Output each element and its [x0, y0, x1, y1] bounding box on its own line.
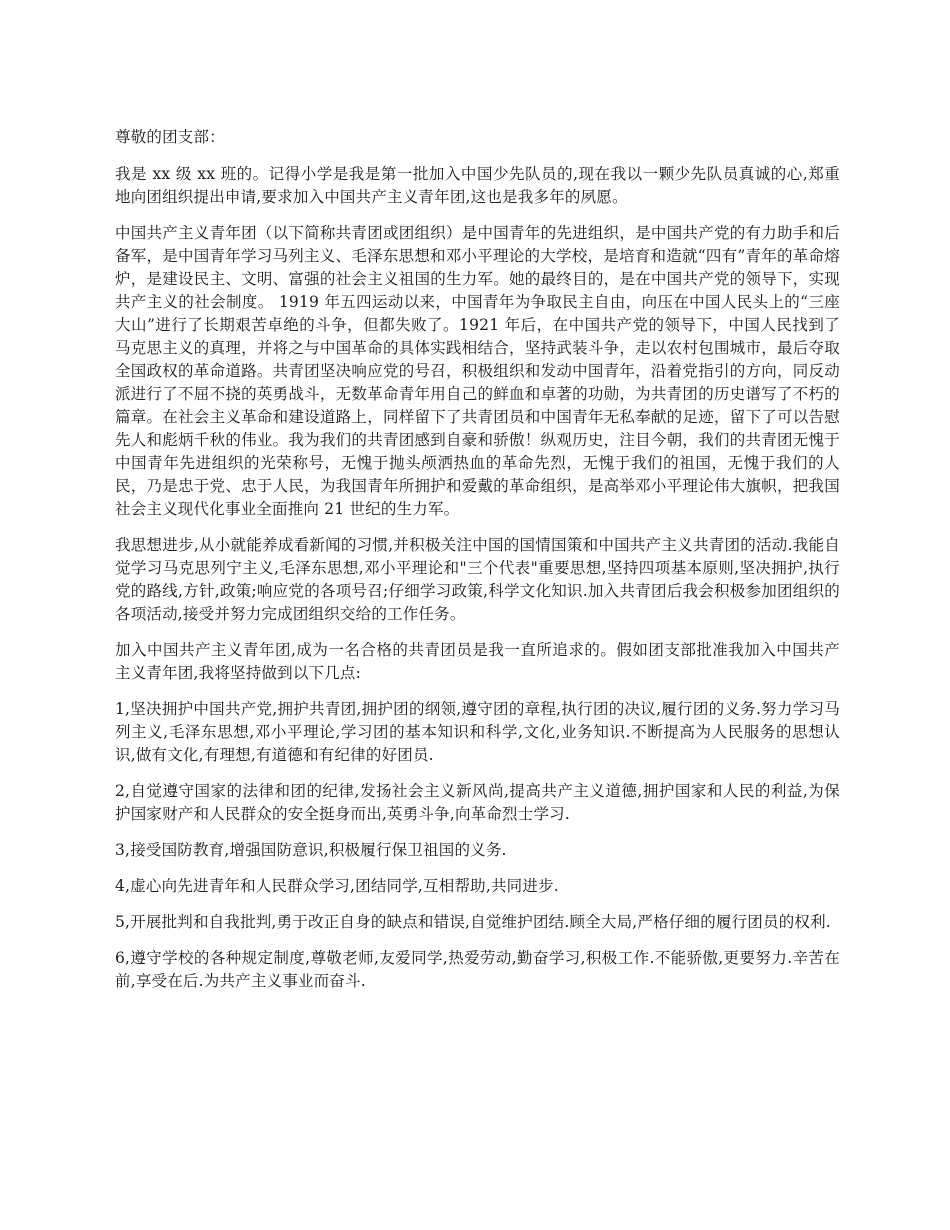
- commitment-item-5: 5,开展批判和自我批判,勇于改正自身的缺点和错误,自觉维护团结.顾全大局,严格仔细的履行团员的权利.: [115, 913, 831, 931]
- document-body: [115, 126, 840, 1006]
- paragraph-league-history: 中国共产主义青年团（以下简称共青团或团组织）是中国青年的先进组织，是中国共产党的有力助手和后备军，是中国青年学习马列主义、毛泽东思想和邓小平理论的大学校，是培育和造就“四有”青年的革命熔炉，是建设民主、文明、富强的社会主义祖国的生力军。她的最终目的，是在中国共产党的领导下，实现共产主义的社会制度。 1919 年五四运动以来，中国青年为争取民主自由，向压在中国人民头上的“三座大山”进行了长期艰苦卓绝的斗争，但都失败了。1921 年后，在中国共产党的领导下，中国人民找到了马克思主义的真理，并将之与中国革命的具体实践相结合，坚持武装斗争，走以农村包围城市，最后夺取全国政权的革命道路。共青团坚决响应党的号召，积极组织和发动中国青年，沿着党指引的方向，同反动派进行了不屈不挠的英勇战斗，无数革命青年用自己的鲜血和卓著的功勋，为共青团的历史谱写了不朽的篇章。在社会主义革命和建设道路上，同样留下了共青团员和中国青年无私奉献的足迹，留下了可以告慰先人和彪炳千秋的伟业。我为我们的共青团感到自豪和骄傲！纵观历史，注目今朝，我们的共青团无愧于中国青年先进组织的光荣称号，无愧于抛头颅洒热血的革命先烈，无愧于我们的祖国，无愧于我们的人民，乃是忠于党、忠于人民，为我国青年所拥护和爱戴的革命组织，是高举邓小平理论伟大旗帜，把我国社会主义现代化事业全面推向 21 世纪的生力军。: [115, 224, 840, 518]
- commitment-item-2: 2,自觉遵守国家的法律和团的纪律,发扬社会主义新风尚,提高共产主义道德,拥护国家和人民的利益,为保护国家财产和人民群众的安全挺身而出,英勇斗争,向革命烈士学习.: [115, 782, 840, 823]
- commitment-item-1: 1,坚决拥护中国共产党,拥护共青团,拥护团的纲领,遵守团的章程,执行团的决议,履行团的义务.努力学习马列主义,毛泽东思想,邓小平理论,学习团的基本知识和科学,文化,业务知识.不断提高为人民服务的思想认识,做有文化,有理想,有道德和有纪律的好团员.: [115, 700, 840, 764]
- commitment-item-3: 3,接受国防教育,增强国防意识,积极履行保卫祖国的义务.: [115, 841, 507, 859]
- paragraph-personal-thought: 我思想进步,从小就能养成看新闻的习惯,并积极关注中国的国情国策和中国共产主义共青团的活动.我能自觉学习马克思列宁主义,毛泽东思想,邓小平理论和"三个代表"重要思想,坚持四项基本原则,坚决拥护,执行党的路线,方针,政策;响应党的各项号召;仔细学习政策,科学文化知识.加入共青团后我会积极参加团组织的各项活动,接受并努力完成团组织交给的工作任务。: [115, 536, 840, 623]
- paragraph-intro: 我是 xx 级 xx 班的。记得小学是我是第一批加入中国少先队员的,现在我以一颗少先队员真诚的心,郑重地向团组织提出申请,要求加入中国共产主义青年团,这也是我多年的夙愿。: [115, 165, 840, 206]
- paragraph-commitment-intro: 加入中国共产主义青年团,成为一名合格的共青团员是我一直所追求的。假如团支部批准我加入中国共产主义青年团,我将坚持做到以下几点:: [115, 641, 840, 682]
- salutation: 尊敬的团支部：: [115, 128, 225, 146]
- commitment-item-6: 6,遵守学校的各种规定制度,尊敬老师,友爱同学,热爱劳动,勤奋学习,积极工作.不能骄傲,更要努力.辛苦在前,享受在后.为共产主义事业而奋斗.: [115, 949, 840, 990]
- commitment-item-4: 4,虚心向先进青年和人民群众学习,团结同学,互相帮助,共同进步.: [115, 877, 559, 895]
